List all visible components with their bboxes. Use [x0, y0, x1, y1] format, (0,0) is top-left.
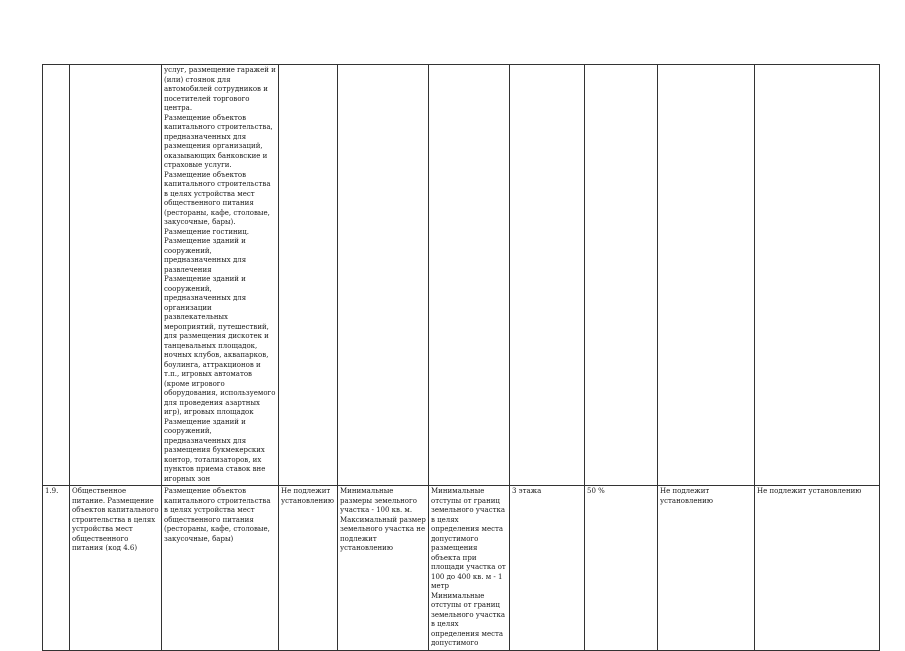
cell-use-description: Размещение объектов капитального строительства в целях устройства мест общественного питания (рестораны, кафе, столовые, закусочные, бары)	[162, 486, 279, 651]
cell-empty	[755, 65, 880, 486]
cell-floors: 3 этажа	[510, 486, 585, 651]
cell-empty	[279, 65, 338, 486]
cell-number: 1.9.	[43, 486, 70, 651]
cell-lot-size: Минимальные размеры земельного участка - 100 кв. м. Максимальный размер земельного участка не подлежит установлению	[338, 486, 429, 651]
cell-empty	[585, 65, 658, 486]
cell-coverage: 50 %	[585, 486, 658, 651]
table-row	[43, 486, 880, 651]
cell-value: Не подлежит установлению	[279, 486, 338, 651]
cell-empty	[429, 65, 510, 486]
cell-setbacks: Минимальные отступы от границ земельного участка в целях определения места допустимого размещения объекта при площади участка от 100 до 400 кв. м - 1 метр Минимальные отступы от границ земельного участка в целях определения места допустимого	[429, 486, 510, 651]
cell-use-type: Общественное питание. Размещение объектов капитального строительства в целях устройства мест общественного питания (код 4.6)	[70, 486, 162, 651]
zoning-regulations-table	[42, 64, 880, 651]
cell-empty	[510, 65, 585, 486]
cell-number	[43, 65, 70, 486]
cell-value: Не подлежит установлению	[755, 486, 880, 651]
cell-value: Не подлежит установлению	[658, 486, 755, 651]
cell-empty	[338, 65, 429, 486]
cell-use-type	[70, 65, 162, 486]
cell-empty	[658, 65, 755, 486]
table-row	[43, 65, 880, 486]
cell-use-description: услуг, размещение гаражей и (или) стоянок для автомобилей сотрудников и посетителей торгового центра. Размещение объектов капитального строительства, предназначенных для размещения организаций, оказывающих банковские и страховые услуги. Размещение объектов капитального строительства в целях устройства мест общественного питания (рестораны, кафе, столовые, закусочные, бары). Размещение гостиниц. Размещение зданий и сооружений, предназначенных для развлечения Размещение зданий и сооружений, предназначенных для организации развлекательных мероприятий, путешествий, для размещения дискотек и танцевальных площадок, ночных клубов, аквапарков, боулинга, аттракционов и т.п., игровых автоматов (кроме игрового оборудования, используемого для проведения азартных игр), игровых площадок Размещение зданий и сооружений, предназначенных для размещения букмекерских контор, тотализаторов, их пунктов приема ставок вне игорных зон	[162, 65, 279, 486]
